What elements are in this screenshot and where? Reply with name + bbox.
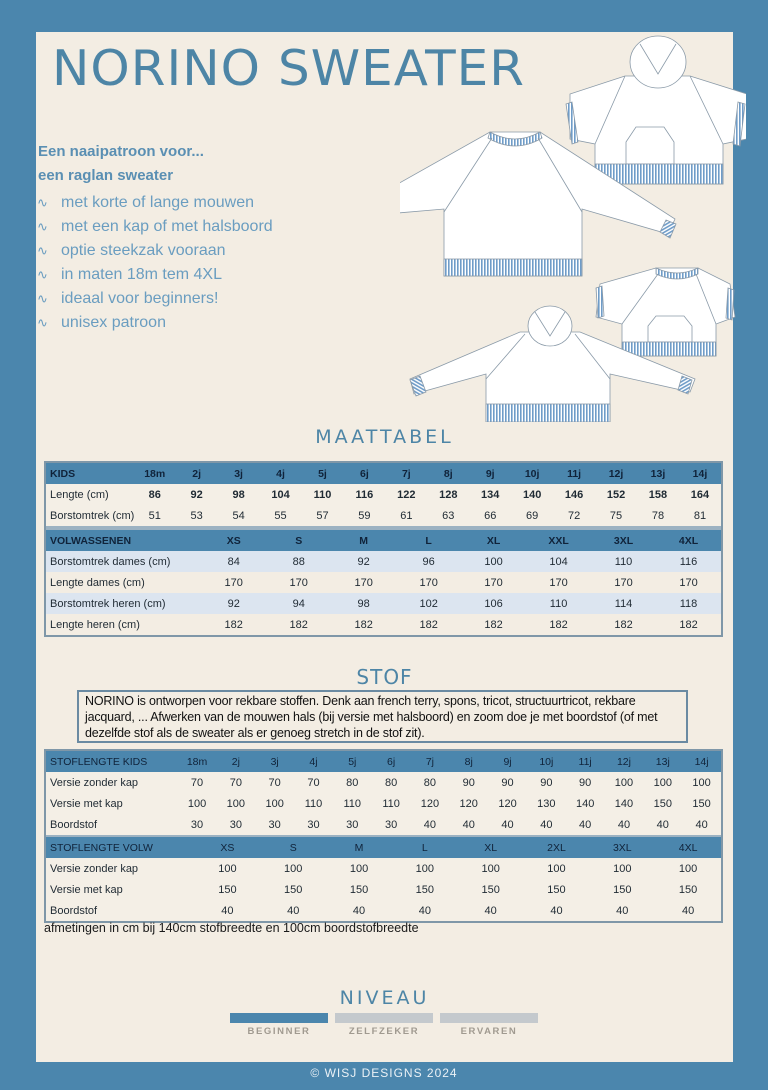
cell-value: 72 [553, 505, 595, 526]
column-header: 9j [488, 751, 527, 772]
fabric-note: afmetingen in cm bij 140cm stofbreedte en 100cm boordstofbreedte [44, 921, 419, 935]
cell-value: 120 [488, 793, 527, 814]
cell-value: 92 [331, 551, 396, 572]
table-row [46, 793, 721, 814]
hoodie-short-sleeve-drawing [566, 36, 746, 184]
cell-value: 80 [411, 772, 450, 793]
level-beginner [230, 1013, 328, 1037]
cell-value: 40 [411, 814, 450, 835]
column-header: M [326, 837, 392, 858]
cell-value: 40 [643, 814, 682, 835]
cell-value: 150 [458, 879, 524, 900]
column-header: 13j [643, 751, 682, 772]
cell-value: 128 [427, 484, 469, 505]
cell-value: 30 [333, 814, 372, 835]
feature-text: unisex patroon [61, 314, 166, 331]
column-header: 3XL [589, 837, 655, 858]
column-header: M [331, 530, 396, 551]
cell-value: 84 [201, 551, 266, 572]
cell-value: 170 [526, 572, 591, 593]
level-bar [230, 1013, 328, 1023]
column-header: 11j [566, 751, 605, 772]
table-row [46, 614, 721, 635]
cell-value: 150 [589, 879, 655, 900]
cell-value: 150 [524, 879, 590, 900]
column-header: S [266, 530, 331, 551]
column-header: 10j [527, 751, 566, 772]
feature-text: optie steekzak vooraan [61, 242, 226, 259]
column-header: 10j [511, 463, 553, 484]
cell-value: 140 [605, 793, 644, 814]
cell-value: 88 [266, 551, 331, 572]
fabric-description: NORINO is ontworpen voor rekbare stoffen. Denk aan french terry, spons, tricot, structuurtricot, rekbare jacquard, ... Afwerken van de mouwen hals (bij versie met halsboord) en zoom doe je met boordstof (of met dezelfde stof als de sweater als er genoeg stretch in de stof zit). [77, 690, 688, 743]
cell-value: 100 [524, 858, 590, 879]
table-title: STOFLENGTE KIDS [46, 751, 178, 772]
column-header: XL [461, 530, 526, 551]
cell-value: 40 [527, 814, 566, 835]
cell-value: 182 [656, 614, 721, 635]
cell-value: 40 [458, 900, 524, 921]
cell-value: 100 [458, 858, 524, 879]
column-header: 18m [134, 463, 176, 484]
cell-value: 30 [294, 814, 333, 835]
cell-value: 170 [266, 572, 331, 593]
cell-value: 57 [302, 505, 344, 526]
column-header: XL [458, 837, 524, 858]
row-label: Borstomtrek heren (cm) [46, 593, 201, 614]
cell-value: 40 [605, 814, 644, 835]
row-label: Boordstof [46, 900, 195, 921]
size-table-adults [46, 530, 721, 635]
column-header: 8j [449, 751, 488, 772]
column-header: 12j [605, 751, 644, 772]
cell-value: 96 [396, 551, 461, 572]
column-header: 18m [178, 751, 217, 772]
row-label: Lengte heren (cm) [46, 614, 201, 635]
cell-value: 150 [260, 879, 326, 900]
cell-value: 182 [201, 614, 266, 635]
fabric-table-kids [46, 751, 721, 835]
column-header: 7j [411, 751, 450, 772]
table-row [46, 505, 721, 526]
cell-value: 110 [294, 793, 333, 814]
cell-value: 182 [461, 614, 526, 635]
table-header-row [46, 837, 721, 858]
cell-value: 51 [134, 505, 176, 526]
cell-value: 170 [461, 572, 526, 593]
cell-value: 170 [591, 572, 656, 593]
cell-value: 40 [524, 900, 590, 921]
cell-value: 182 [591, 614, 656, 635]
level-label: ZELFZEKER [348, 1026, 420, 1037]
cell-value: 158 [637, 484, 679, 505]
cell-value: 75 [595, 505, 637, 526]
cell-value: 116 [343, 484, 385, 505]
intro-line: een raglan sweater [38, 167, 174, 184]
table-row [46, 772, 721, 793]
cell-value: 98 [331, 593, 396, 614]
cell-value: 40 [392, 900, 458, 921]
cell-value: 100 [326, 858, 392, 879]
column-header: 8j [427, 463, 469, 484]
cell-value: 106 [461, 593, 526, 614]
cell-value: 40 [195, 900, 261, 921]
feature-list [36, 191, 273, 335]
cell-value: 70 [294, 772, 333, 793]
cell-value: 182 [526, 614, 591, 635]
cell-value: 182 [331, 614, 396, 635]
tilde-icon: ∿ [37, 267, 48, 282]
column-header: S [260, 837, 326, 858]
cell-value: 94 [266, 593, 331, 614]
cell-value: 92 [176, 484, 218, 505]
cell-value: 164 [679, 484, 721, 505]
table-row [46, 858, 721, 879]
cell-value: 140 [566, 793, 605, 814]
cell-value: 150 [682, 793, 721, 814]
column-header: 4j [294, 751, 333, 772]
row-label: Versie zonder kap [46, 772, 178, 793]
cell-value: 110 [302, 484, 344, 505]
level-label: BEGINNER [247, 1026, 311, 1037]
feature-text: met korte of lange mouwen [61, 194, 254, 211]
crewneck-short-sleeve-drawing [596, 268, 735, 356]
cell-value: 30 [372, 814, 411, 835]
tilde-icon: ∿ [37, 243, 48, 258]
size-table-heading: MAATTABEL [315, 426, 454, 448]
column-header: 5j [302, 463, 344, 484]
cell-value: 146 [553, 484, 595, 505]
cell-value: 98 [218, 484, 260, 505]
feature-item [36, 215, 273, 239]
cell-value: 30 [178, 814, 217, 835]
cell-value: 100 [682, 772, 721, 793]
row-label: Borstomtrek (cm) [46, 505, 134, 526]
column-header: 12j [595, 463, 637, 484]
cell-value: 110 [333, 793, 372, 814]
table-row [46, 551, 721, 572]
column-header: 4j [260, 463, 302, 484]
cell-value: 150 [392, 879, 458, 900]
cell-value: 110 [591, 551, 656, 572]
table-header-row [46, 530, 721, 551]
column-header: 2j [176, 463, 218, 484]
row-label: Versie zonder kap [46, 858, 195, 879]
column-header: 14j [679, 463, 721, 484]
cell-value: 30 [216, 814, 255, 835]
level-heading: NIVEAU [339, 987, 430, 1009]
cell-value: 81 [679, 505, 721, 526]
cell-value: 116 [656, 551, 721, 572]
cell-value: 150 [655, 879, 721, 900]
table-row [46, 879, 721, 900]
cell-value: 54 [218, 505, 260, 526]
intro-line: Een naaipatroon voor... [38, 143, 204, 160]
level-ervaren [440, 1013, 538, 1037]
table-title: KIDS [46, 463, 134, 484]
cell-value: 120 [449, 793, 488, 814]
feature-text: ideaal voor beginners! [61, 290, 219, 307]
column-header: 9j [469, 463, 511, 484]
cell-value: 80 [333, 772, 372, 793]
column-header: 14j [682, 751, 721, 772]
table-row [46, 572, 721, 593]
cell-value: 150 [643, 793, 682, 814]
cell-value: 122 [385, 484, 427, 505]
level-bar [335, 1013, 433, 1023]
level-indicator [230, 1013, 538, 1037]
column-header: 4XL [656, 530, 721, 551]
fabric-heading: STOF [356, 665, 413, 689]
cell-value: 170 [656, 572, 721, 593]
cell-value: 102 [396, 593, 461, 614]
cell-value: 90 [527, 772, 566, 793]
cell-value: 70 [216, 772, 255, 793]
row-label: Boordstof [46, 814, 178, 835]
table-row [46, 900, 721, 921]
feature-item [36, 287, 273, 311]
tilde-icon: ∿ [37, 219, 48, 234]
cell-value: 100 [260, 858, 326, 879]
cell-value: 170 [201, 572, 266, 593]
cell-value: 40 [326, 900, 392, 921]
cell-value: 53 [176, 505, 218, 526]
cell-value: 104 [526, 551, 591, 572]
row-label: Lengte dames (cm) [46, 572, 201, 593]
row-label: Lengte (cm) [46, 484, 134, 505]
cell-value: 70 [178, 772, 217, 793]
column-header: 3XL [591, 530, 656, 551]
cell-value: 120 [411, 793, 450, 814]
column-header: L [392, 837, 458, 858]
cell-value: 100 [655, 858, 721, 879]
feature-item [36, 263, 273, 287]
cell-value: 90 [566, 772, 605, 793]
cell-value: 40 [655, 900, 721, 921]
cell-value: 78 [637, 505, 679, 526]
cell-value: 170 [331, 572, 396, 593]
column-header: 4XL [655, 837, 721, 858]
cell-value: 40 [589, 900, 655, 921]
cell-value: 40 [449, 814, 488, 835]
cell-value: 100 [392, 858, 458, 879]
cell-value: 100 [461, 551, 526, 572]
cell-value: 134 [469, 484, 511, 505]
tilde-icon: ∿ [37, 291, 48, 306]
feature-text: met een kap of met halsboord [61, 218, 273, 235]
row-label: Borstomtrek dames (cm) [46, 551, 201, 572]
cell-value: 100 [605, 772, 644, 793]
row-label: Versie met kap [46, 793, 178, 814]
cell-value: 92 [201, 593, 266, 614]
sweater-illustrations [400, 34, 746, 422]
column-header: 5j [333, 751, 372, 772]
cell-value: 170 [396, 572, 461, 593]
level-zelfzeker [335, 1013, 433, 1037]
cell-value: 130 [527, 793, 566, 814]
column-header: 2j [216, 751, 255, 772]
cell-value: 100 [195, 858, 261, 879]
feature-item [36, 311, 273, 335]
cell-value: 110 [526, 593, 591, 614]
cell-value: 40 [488, 814, 527, 835]
cell-value: 100 [589, 858, 655, 879]
column-header: XXL [526, 530, 591, 551]
cell-value: 69 [511, 505, 553, 526]
cell-value: 100 [216, 793, 255, 814]
column-header: 11j [553, 463, 595, 484]
tilde-icon: ∿ [37, 315, 48, 330]
cell-value: 55 [260, 505, 302, 526]
column-header: 3j [255, 751, 294, 772]
table-title: STOFLENGTE VOLW [46, 837, 195, 858]
cell-value: 70 [255, 772, 294, 793]
cell-value: 66 [469, 505, 511, 526]
cell-value: 61 [385, 505, 427, 526]
cell-value: 100 [643, 772, 682, 793]
table-row [46, 593, 721, 614]
column-header: 6j [372, 751, 411, 772]
fabric-table-adults [46, 837, 721, 921]
copyright-footer: © WISJ DESIGNS 2024 [310, 1066, 458, 1080]
column-header: XS [195, 837, 261, 858]
size-table [44, 461, 723, 637]
table-row [46, 484, 721, 505]
cell-value: 104 [260, 484, 302, 505]
cell-value: 63 [427, 505, 469, 526]
tilde-icon: ∿ [37, 195, 48, 210]
column-header: L [396, 530, 461, 551]
cell-value: 40 [682, 814, 721, 835]
cell-value: 140 [511, 484, 553, 505]
cell-value: 100 [255, 793, 294, 814]
cell-value: 59 [343, 505, 385, 526]
feature-item [36, 239, 273, 263]
fabric-table [44, 749, 723, 923]
column-header: 13j [637, 463, 679, 484]
cell-value: 30 [255, 814, 294, 835]
level-label: ERVAREN [460, 1026, 518, 1037]
cell-value: 40 [566, 814, 605, 835]
cell-value: 100 [178, 793, 217, 814]
size-table-kids [46, 463, 721, 526]
cell-value: 90 [449, 772, 488, 793]
intro [38, 140, 204, 188]
feature-text: in maten 18m tem 4XL [61, 266, 222, 283]
column-header: 2XL [524, 837, 590, 858]
feature-item [36, 191, 273, 215]
cell-value: 152 [595, 484, 637, 505]
table-row [46, 814, 721, 835]
cell-value: 80 [372, 772, 411, 793]
cell-value: 90 [488, 772, 527, 793]
cell-value: 114 [591, 593, 656, 614]
cell-value: 150 [326, 879, 392, 900]
row-label: Versie met kap [46, 879, 195, 900]
cell-value: 182 [396, 614, 461, 635]
table-header-row [46, 751, 721, 772]
cell-value: 118 [656, 593, 721, 614]
table-header-row [46, 463, 721, 484]
level-bar [440, 1013, 538, 1023]
cell-value: 150 [195, 879, 261, 900]
cell-value: 40 [260, 900, 326, 921]
column-header: 3j [218, 463, 260, 484]
cell-value: 182 [266, 614, 331, 635]
column-header: 7j [385, 463, 427, 484]
table-title: VOLWASSENEN [46, 530, 201, 551]
page-title: NORINO SWEATER [52, 40, 525, 97]
cell-value: 86 [134, 484, 176, 505]
column-header: XS [201, 530, 266, 551]
cell-value: 110 [372, 793, 411, 814]
column-header: 6j [343, 463, 385, 484]
